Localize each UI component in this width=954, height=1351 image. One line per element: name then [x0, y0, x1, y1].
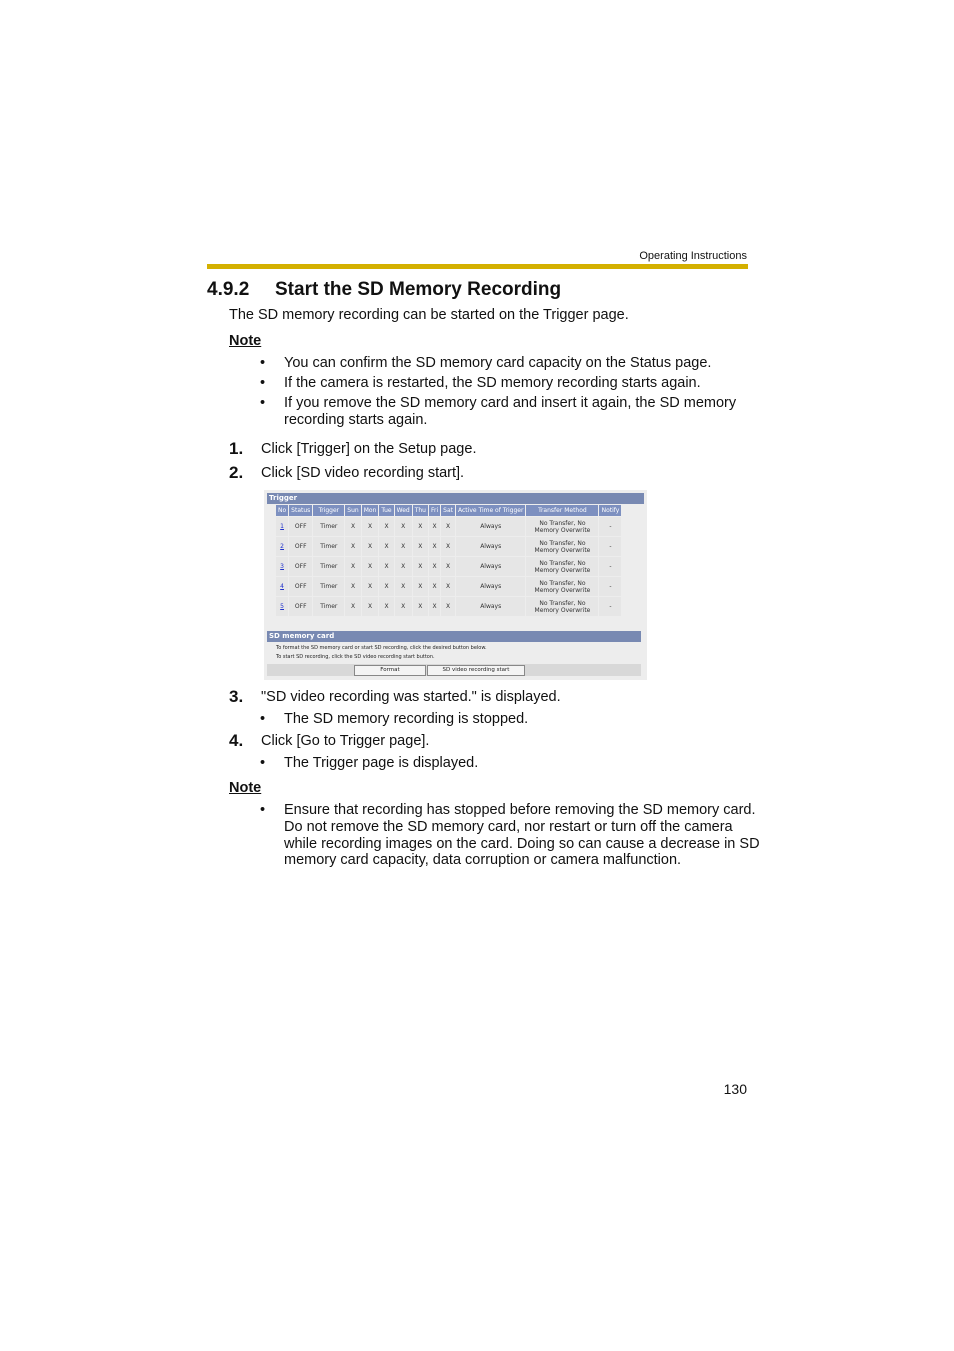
intro-text: The SD memory recording can be started on the Trigger page.: [229, 307, 629, 323]
table-cell: X: [362, 557, 379, 576]
column-header: Status: [291, 507, 311, 514]
column-header: Tue: [381, 507, 392, 514]
table-row: [276, 517, 621, 536]
table-cell: X: [441, 597, 455, 616]
table-cell: X: [379, 597, 393, 616]
table-cell: Timer: [313, 577, 344, 596]
table-cell: OFF: [289, 577, 312, 596]
table-cell: Always: [456, 597, 525, 616]
table-cell: X: [441, 517, 455, 536]
note-line: memory card capacity, data corruption or camera malfunction.: [284, 852, 682, 868]
section-title: Start the SD Memory Recording: [275, 279, 562, 300]
column-header: Wed: [396, 507, 410, 514]
table-cell: X: [362, 517, 379, 536]
table-cell: OFF: [289, 537, 312, 556]
trigger-table: [275, 504, 622, 617]
note-label: Note: [229, 780, 262, 796]
step-text: "SD video recording was started." is displayed.: [261, 689, 561, 705]
column-header: Active Time of Trigger: [458, 507, 524, 514]
table-cell: X: [362, 597, 379, 616]
step-subtext: The Trigger page is displayed.: [284, 755, 479, 771]
table-cell: Always: [456, 517, 525, 536]
sd-instruction-line: To start SD recording, click the SD video recording start button.: [276, 654, 435, 660]
sd-button-bar: [267, 664, 641, 676]
bullet-icon: •: [260, 375, 266, 391]
table-cell: Timer: [313, 557, 344, 576]
table-cell: X: [429, 557, 440, 576]
table-cell: X: [395, 537, 412, 556]
table-cell: X: [345, 517, 360, 536]
note-line: Do not remove the SD memory card, nor restart or turn off the camera: [284, 819, 733, 835]
note-item: You can confirm the SD memory card capacity on the Status page.: [284, 355, 712, 371]
section-number: 4.9.2: [207, 279, 250, 300]
table-cell: No Transfer, No Memory Overwrite: [526, 517, 598, 536]
table-row: [276, 557, 621, 576]
column-header: No: [278, 507, 287, 514]
trigger-number-link[interactable]: 5: [276, 597, 288, 616]
column-header: Sun: [347, 507, 359, 514]
table-cell: X: [395, 577, 412, 596]
table-cell: X: [395, 597, 412, 616]
sd-video-recording-start-button[interactable]: SD video recording start: [427, 665, 525, 676]
table-cell: OFF: [289, 517, 312, 536]
table-cell: X: [429, 517, 440, 536]
table-cell: OFF: [289, 557, 312, 576]
note-item: If you remove the SD memory card and insert it again, the SD memory: [284, 395, 737, 411]
step-text: Click [SD video recording start].: [261, 465, 465, 481]
table-cell: No Transfer, No Memory Overwrite: [526, 597, 598, 616]
column-header: Notify: [599, 505, 621, 516]
table-header-row: [276, 505, 621, 516]
sd-instruction-line: To format the SD memory card or start SD recording, click the desired button below.: [276, 645, 487, 651]
step-text: Click [Trigger] on the Setup page.: [261, 441, 477, 457]
table-cell: X: [362, 577, 379, 596]
table-cell: Timer: [313, 537, 344, 556]
table-cell: X: [395, 517, 412, 536]
bullet-icon: •: [260, 802, 266, 818]
table-cell: X: [413, 517, 428, 536]
table-cell: X: [413, 577, 428, 596]
note-item-continued: recording starts again.: [284, 412, 428, 428]
table-cell: X: [362, 537, 379, 556]
table-cell: X: [345, 597, 360, 616]
table-cell: -: [599, 577, 621, 596]
table-cell: Timer: [313, 517, 344, 536]
table-cell: Always: [456, 557, 525, 576]
running-head: Operating Instructions: [639, 250, 747, 262]
step-number: 2.: [229, 463, 244, 482]
table-cell: X: [345, 537, 360, 556]
table-cell: -: [599, 517, 621, 536]
table-cell: X: [379, 577, 393, 596]
table-cell: X: [441, 557, 455, 576]
table-cell: -: [599, 557, 621, 576]
table-cell: X: [345, 577, 360, 596]
trigger-number-link[interactable]: 4: [276, 577, 288, 596]
header-rule: [207, 264, 748, 269]
table-cell: X: [441, 577, 455, 596]
bullet-icon: •: [260, 395, 266, 411]
format-button[interactable]: Format: [354, 665, 426, 676]
trigger-page-screenshot: [264, 490, 647, 680]
sd-card-panel-heading: SD memory card: [267, 631, 641, 642]
column-header: Transfer Method: [526, 505, 598, 516]
table-cell: X: [379, 557, 393, 576]
trigger-number-link[interactable]: 2: [276, 537, 288, 556]
table-cell: OFF: [289, 597, 312, 616]
table-cell: X: [379, 517, 393, 536]
step-text: Click [Go to Trigger page].: [261, 733, 430, 749]
table-cell: No Transfer, No Memory Overwrite: [526, 537, 598, 556]
bullet-icon: •: [260, 711, 266, 727]
table-cell: X: [429, 597, 440, 616]
note-label: Note: [229, 333, 262, 349]
step-number: 3.: [229, 687, 244, 706]
table-cell: No Transfer, No Memory Overwrite: [526, 577, 598, 596]
table-cell: X: [429, 537, 440, 556]
column-header: Sat: [443, 507, 453, 514]
table-cell: Timer: [313, 597, 344, 616]
table-row: [276, 537, 621, 556]
bullet-icon: •: [260, 755, 266, 771]
table-cell: Always: [456, 577, 525, 596]
table-cell: Always: [456, 537, 525, 556]
table-cell: X: [379, 537, 393, 556]
table-cell: X: [413, 537, 428, 556]
step-subtext: The SD memory recording is stopped.: [284, 711, 529, 727]
table-row: [276, 597, 621, 616]
note-item: If the camera is restarted, the SD memory recording starts again.: [284, 375, 701, 391]
table-cell: No Transfer, No Memory Overwrite: [526, 557, 598, 576]
table-cell: X: [413, 557, 428, 576]
table-row: [276, 577, 621, 596]
table-cell: X: [413, 597, 428, 616]
table-cell: X: [345, 557, 360, 576]
table-cell: X: [395, 557, 412, 576]
step-number: 1.: [229, 439, 244, 458]
column-header: Trigger: [313, 505, 344, 516]
note-line: while recording images on the card. Doing so can cause a decrease in SD: [284, 836, 760, 852]
column-header: Fri: [431, 507, 439, 514]
table-cell: -: [599, 597, 621, 616]
column-header: Mon: [363, 507, 377, 514]
step-number: 4.: [229, 731, 244, 750]
trigger-panel-heading: Trigger: [267, 493, 644, 504]
table-cell: -: [599, 537, 621, 556]
trigger-number-link[interactable]: 1: [276, 517, 288, 536]
table-cell: X: [441, 537, 455, 556]
trigger-number-link[interactable]: 3: [276, 557, 288, 576]
table-cell: X: [429, 577, 440, 596]
page-number: 130: [723, 1081, 747, 1097]
bullet-icon: •: [260, 355, 266, 371]
column-header: Thu: [414, 507, 426, 514]
note-line: Ensure that recording has stopped before removing the SD memory card.: [284, 802, 756, 818]
